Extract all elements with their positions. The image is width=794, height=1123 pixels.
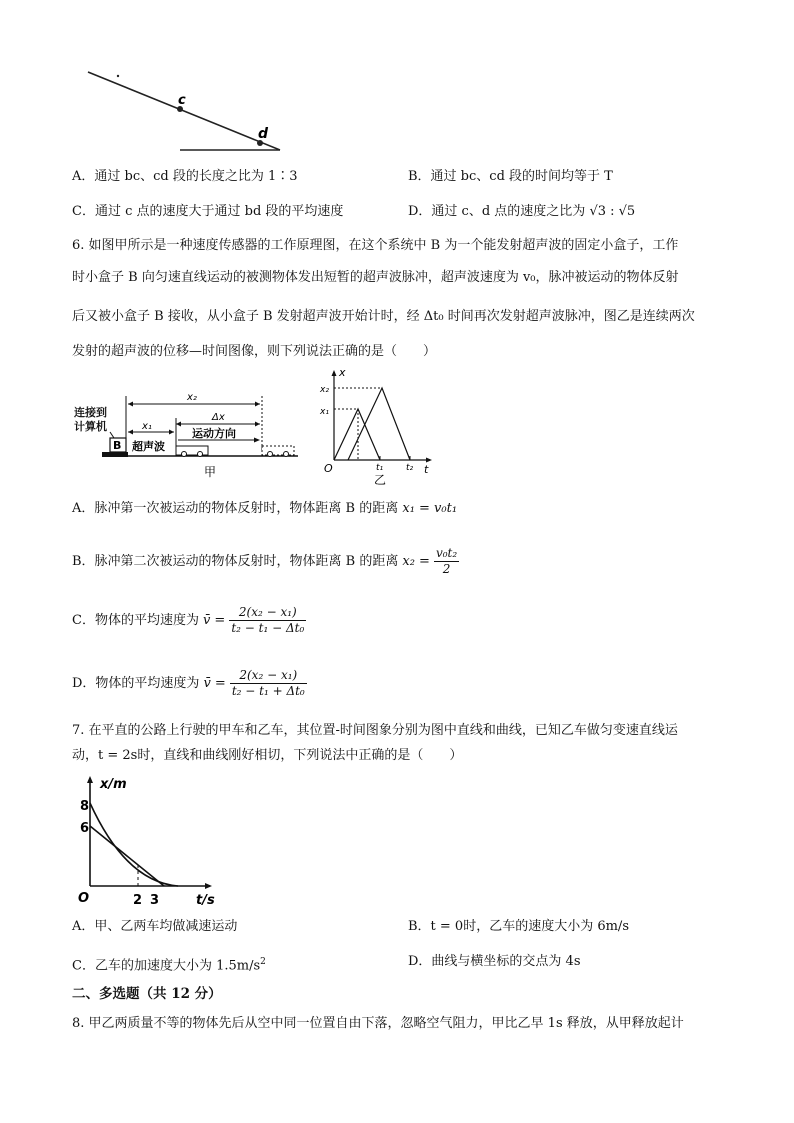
q7-x-label: t/s — [196, 893, 215, 908]
q7-option-b: B．t = 0时，乙车的速度大小为 6m/s — [408, 919, 629, 934]
jia-car-2 — [262, 446, 294, 455]
yi-x-arrow — [426, 458, 432, 463]
q6-option-b-den: 2 — [442, 562, 451, 576]
q7-x3: 3 — [150, 893, 160, 908]
q7-x-arrow — [205, 883, 212, 889]
jia-caption: 甲 — [204, 465, 217, 479]
yi-x-label: t — [424, 463, 429, 476]
q5-option-a: A．通过 bc、cd 段的长度之比为 1∶3 — [72, 169, 298, 184]
jia-car-2-wheel-a — [268, 452, 273, 457]
yi-caption: 乙 — [374, 473, 387, 486]
q6-option-b-text: B．脉冲第二次被运动的物体反射时，物体距离 B 的距离 — [72, 553, 399, 569]
q7-y-label: x/m — [100, 777, 127, 792]
q8-line1: 8. 甲乙两质量不等的物体先后从空中同一位置自由下落，忽略空气阻力，甲比乙早 1s 释放，从甲释放起计 — [72, 1016, 684, 1031]
yi-t1-label: t₁ — [376, 463, 384, 473]
q6-option-c-lhs: v̄ = — [202, 612, 226, 628]
q6-option-d-num: 2(x₂ − x₁) — [230, 668, 307, 684]
q6-option-c-num: 2(x₂ − x₁) — [229, 605, 306, 621]
jia-x1-label: x₁ — [142, 421, 152, 432]
yi-pulse-2 — [348, 388, 410, 460]
q7-origin: O — [78, 891, 90, 906]
q6-line3: 后又被小盒子 B 接收，从小盒子 B 发射超声波开始计时，经 Δt₀ 时间再次发射超声波脉冲，图乙是连续两次 — [72, 309, 695, 324]
jia-conn1: 连接到 — [74, 406, 107, 419]
jia-base — [102, 452, 128, 457]
jia-x2-head-r — [255, 402, 260, 407]
jia-x1-head-r — [169, 430, 174, 435]
label-d: d — [258, 126, 269, 142]
q7-option-d: D．曲线与横坐标的交点为 4s — [408, 954, 581, 969]
q7-y8: 8 — [80, 799, 90, 814]
jia-car-2-wheel-b — [284, 452, 289, 457]
jia-dx-label: Δx — [212, 412, 225, 423]
q5-option-c: C．通过 c 点的速度大于通过 bd 段的平均速度 — [72, 204, 344, 219]
jia-car-1-wheel-b — [198, 452, 203, 457]
q7-line1: 7. 在平直的公路上行驶的甲车和乙车，其位置-时间图象分别为图中直线和曲线，已知乙车做匀变速直线运 — [72, 723, 678, 738]
q6-option-b-lhs: x₂ = — [402, 553, 430, 569]
q6-option-d — [72, 668, 307, 699]
q6-option-b-frac — [434, 546, 459, 577]
jia-x1-head-l — [128, 430, 133, 435]
q6-option-c — [72, 605, 306, 636]
jia-box-label: B — [113, 439, 122, 452]
q5-option-d — [408, 203, 635, 221]
q7-y6: 6 — [80, 821, 90, 836]
incline-figure — [80, 62, 300, 162]
q7-graph — [78, 772, 218, 910]
q6-option-c-text: C．物体的平均速度为 — [72, 612, 199, 628]
jia-car-1 — [176, 446, 208, 455]
yi-pulse-1 — [334, 409, 380, 460]
q5-option-d-math: √3 : √5 — [589, 204, 636, 219]
q6-option-d-frac — [230, 668, 307, 699]
yi-origin: O — [324, 462, 333, 475]
q6-line1: 6. 如图甲所示是一种速度传感器的工作原理图，在这个系统中 B 为一个能发射超声波的固定小盒子，工作 — [72, 238, 679, 253]
yi-y-arrow — [332, 370, 337, 376]
q6-option-c-frac — [229, 605, 306, 636]
q7-y-arrow — [87, 776, 93, 783]
q5-option-d-text: D．通过 c、d 点的速度之比为 — [408, 204, 586, 219]
q6-option-a-text: A．脉冲第一次被运动的物体反射时，物体距离 B 的距离 — [72, 501, 399, 516]
jia-conn2: 计算机 — [74, 420, 107, 433]
q7-x2: 2 — [133, 893, 143, 908]
q6-option-d-lhs: v̄ = — [203, 675, 226, 691]
q6-option-b-num: v₀t₂ — [435, 546, 458, 560]
jia-car-1-wheel-a — [182, 452, 187, 457]
yi-x2-label: x₂ — [320, 385, 329, 395]
q6-line2: 时小盒子 B 向匀速直线运动的被测物体发出短暂的超声波脉冲，超声波速度为 v₀，脉冲被运动的物体反射 — [72, 270, 679, 285]
q7-curve-yi — [90, 803, 178, 886]
yi-t2-label: t₂ — [406, 463, 414, 473]
q6-line4: 发射的超声波的位移—时间图像，则下列说法正确的是（ ） — [72, 344, 437, 359]
q6-option-d-den: t₂ − t₁ + Δt₀ — [231, 684, 305, 698]
jia-dx-head-r — [255, 422, 260, 427]
q7-option-c-text: C．乙车的加速度大小为 1.5m/s — [72, 958, 261, 974]
q6-option-b — [72, 546, 459, 577]
q6-option-d-text: D．物体的平均速度为 — [72, 675, 200, 691]
jia-dx-head-l — [176, 422, 181, 427]
jia-wave-label: 超声波 — [132, 440, 165, 453]
point-dot — [117, 75, 119, 77]
q7-line2: 动，t = 2s时，直线和曲线刚好相切，下列说法中正确的是（ ） — [72, 748, 463, 763]
figure-yi — [318, 366, 436, 486]
yi-y-label: x — [339, 366, 346, 379]
label-c: c — [178, 93, 186, 108]
q6-option-c-den: t₂ − t₁ − Δt₀ — [231, 621, 305, 635]
figure-jia — [72, 388, 306, 484]
incline-line — [88, 72, 280, 150]
section-title: 二、多选题（共 12 分） — [72, 986, 222, 1002]
jia-x2-head-l — [128, 402, 133, 407]
q5-option-b: B．通过 bc、cd 段的时间均等于 T — [408, 169, 613, 184]
q7-line-jia — [90, 826, 164, 886]
yi-x1-label: x₁ — [320, 407, 329, 417]
q7-option-a: A．甲、乙两车均做减速运动 — [72, 919, 238, 934]
q7-option-c — [72, 953, 266, 975]
q6-option-a — [72, 500, 457, 518]
jia-x2-label: x₂ — [187, 392, 197, 403]
q7-option-c-sup: 2 — [260, 957, 266, 967]
q6-option-a-math: x₁ = v₀t₁ — [402, 501, 458, 516]
jia-dir-head — [254, 438, 260, 443]
jia-dir-label: 运动方向 — [192, 427, 236, 440]
